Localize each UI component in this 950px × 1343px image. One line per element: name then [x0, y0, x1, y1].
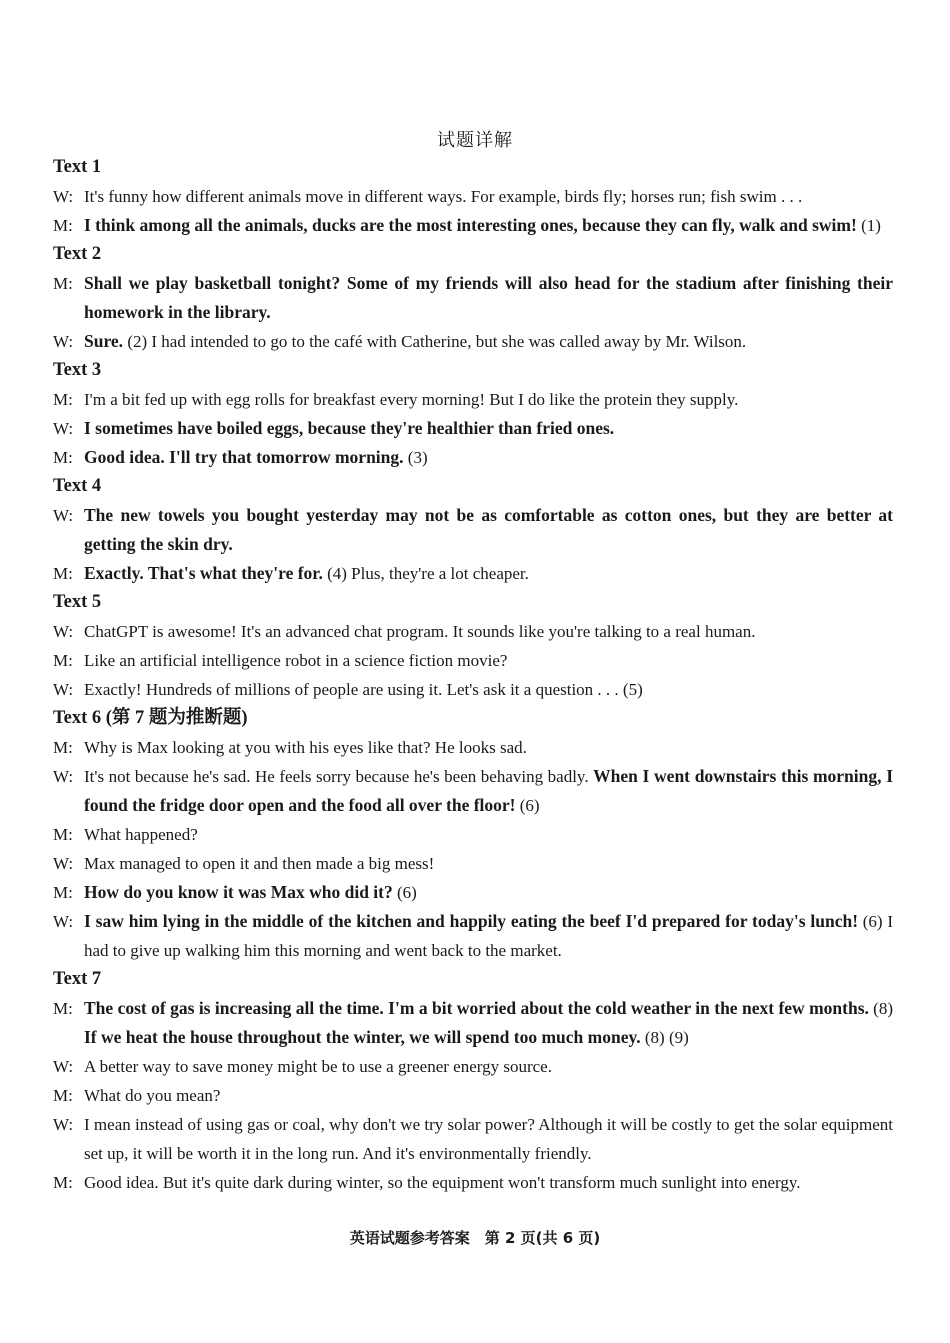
- answer-evidence-text: The new towels you bought yesterday may not be as comfortable as cotton ones, but they are better at getting the skin dry.: [84, 505, 893, 554]
- dialogue-line: [53, 1081, 893, 1110]
- dialogue-text: (6): [392, 883, 417, 902]
- dialogue-text: What happened?: [84, 825, 198, 844]
- text-heading: Text 2: [53, 244, 102, 264]
- dialogue-text: (1): [856, 216, 881, 235]
- speaker-label: M:: [53, 883, 73, 902]
- dialogue-text: It's not because he's sad. He feels sorry because he's been behaving badly.: [84, 767, 594, 786]
- dialogue-line: [53, 646, 893, 675]
- speaker-label: M:: [53, 1173, 73, 1192]
- dialogue-line: [53, 907, 893, 965]
- answer-evidence-text: Sure.: [84, 331, 124, 351]
- speaker-label: W:: [53, 419, 74, 438]
- speaker-label: M:: [53, 274, 73, 293]
- speaker-label: W:: [53, 622, 74, 641]
- speaker-label: W:: [53, 854, 74, 873]
- dialogue-line: [53, 1110, 893, 1168]
- dialogue-line: [53, 1052, 893, 1081]
- answer-evidence-text: I saw him lying in the middle of the kitchen and happily eating the beef I'd prepared for today's lunch!: [84, 911, 859, 931]
- dialogue-text: Good idea. But it's quite dark during winter, so the equipment won't transform much sunlight into energy.: [84, 1173, 801, 1192]
- speaker-label: W:: [53, 332, 74, 351]
- dialogue-text: A better way to save money might be to use a greener energy source.: [84, 1057, 552, 1076]
- dialogue-line: [53, 994, 893, 1052]
- dialogue-line: [53, 878, 893, 907]
- dialogue-text: (6) I had to give up walking him this morning and went back to the market.: [84, 912, 893, 960]
- dialogue-line: [53, 327, 893, 356]
- dialogue-line: [53, 211, 893, 240]
- dialogue-line: [53, 762, 893, 820]
- dialogue-text: Max managed to open it and then made a big mess!: [84, 854, 435, 873]
- speaker-label: M:: [53, 825, 73, 844]
- dialogue-line: [53, 559, 893, 588]
- dialogue-line: [53, 733, 893, 762]
- speaker-label: W:: [53, 767, 74, 786]
- dialogue-line: [53, 849, 893, 878]
- dialogue-text: (2) I had intended to go to the café with Catherine, but she was called away by Mr. Wilson.: [123, 332, 747, 351]
- dialogue-text: I'm a bit fed up with egg rolls for breakfast every morning! But I do like the protein they supply.: [84, 390, 739, 409]
- answer-evidence-text: How do you know it was Max who did it?: [84, 882, 393, 902]
- transcript-content: [53, 153, 893, 1197]
- text-heading: Text 7: [53, 969, 102, 989]
- speaker-label: W:: [53, 680, 74, 699]
- speaker-label: M:: [53, 448, 73, 467]
- speaker-label: W:: [53, 187, 74, 206]
- dialogue-text: It's funny how different animals move in different ways. For example, birds fly; horses run; fish swim . . .: [84, 187, 803, 206]
- text-heading: Text 3: [53, 360, 102, 380]
- answer-evidence-text: If we heat the house throughout the winter, we will spend too much money.: [84, 1027, 641, 1047]
- text-heading: Text 4: [53, 476, 102, 496]
- answer-evidence-text: I sometimes have boiled eggs, because they're healthier than fried ones.: [84, 418, 615, 438]
- speaker-label: M:: [53, 216, 73, 235]
- dialogue-text: Why is Max looking at you with his eyes like that? He looks sad.: [84, 738, 527, 757]
- speaker-label: M:: [53, 651, 73, 670]
- dialogue-text: Like an artificial intelligence robot in a science fiction movie?: [84, 651, 508, 670]
- dialogue-line: [53, 820, 893, 849]
- dialogue-line: [53, 501, 893, 559]
- dialogue-text: What do you mean?: [84, 1086, 221, 1105]
- dialogue-text: ChatGPT is awesome! It's an advanced chat program. It sounds like you're talking to a real human.: [84, 622, 756, 641]
- speaker-label: M:: [53, 1086, 73, 1105]
- speaker-label: W:: [53, 1057, 74, 1076]
- speaker-label: W:: [53, 506, 74, 525]
- answer-evidence-text: Exactly. That's what they're for.: [84, 563, 323, 583]
- text-heading: Text 6 (第 7 题为推断题): [53, 708, 248, 728]
- dialogue-text: Exactly! Hundreds of millions of people are using it. Let's ask it a question . . . (5): [84, 680, 643, 699]
- answer-evidence-text: The cost of gas is increasing all the time. I'm a bit worried about the cold weather in the next few months.: [84, 998, 869, 1018]
- speaker-label: W:: [53, 1115, 74, 1134]
- speaker-label: M:: [53, 738, 73, 757]
- dialogue-line: [53, 675, 893, 704]
- dialogue-text: I mean instead of using gas or coal, why don't we try solar power? Although it will be costly to get the solar equipment set up, it will be worth it in the long run. And it's environmentally friendly.: [84, 1115, 893, 1163]
- dialogue-text: (8): [868, 999, 894, 1018]
- dialogue-text: (4) Plus, they're a lot cheaper.: [322, 564, 529, 583]
- speaker-label: M:: [53, 390, 73, 409]
- text-heading: Text 1: [53, 157, 102, 177]
- dialogue-line: [53, 1168, 893, 1197]
- speaker-label: M:: [53, 999, 73, 1018]
- text-heading: Text 5: [53, 592, 102, 612]
- dialogue-line: [53, 182, 893, 211]
- dialogue-text: (8) (9): [640, 1028, 689, 1047]
- dialogue-line: [53, 414, 893, 443]
- answer-evidence-text: Shall we play basketball tonight? Some of my friends will also head for the stadium after finishing their homework in the library.: [84, 273, 893, 322]
- answer-evidence-text: When I went downstairs this morning, I found the fridge door open and the food all over the floor!: [84, 766, 894, 815]
- answer-evidence-text: I think among all the animals, ducks are the most interesting ones, because they can fly, walk and swim!: [84, 215, 857, 235]
- answer-evidence-text: Good idea. I'll try that tomorrow morning.: [84, 447, 404, 467]
- speaker-label: W:: [53, 912, 74, 931]
- dialogue-text: (3): [403, 448, 428, 467]
- page-title: 试题详解: [437, 130, 513, 151]
- speaker-label: M:: [53, 564, 73, 583]
- dialogue-line: [53, 385, 893, 414]
- page-footer: 英语试题参考答案 第 2 页(共 6 页): [349, 1229, 601, 1247]
- dialogue-line: [53, 269, 893, 327]
- dialogue-line: [53, 443, 893, 472]
- dialogue-text: (6): [515, 796, 540, 815]
- dialogue-line: [53, 617, 893, 646]
